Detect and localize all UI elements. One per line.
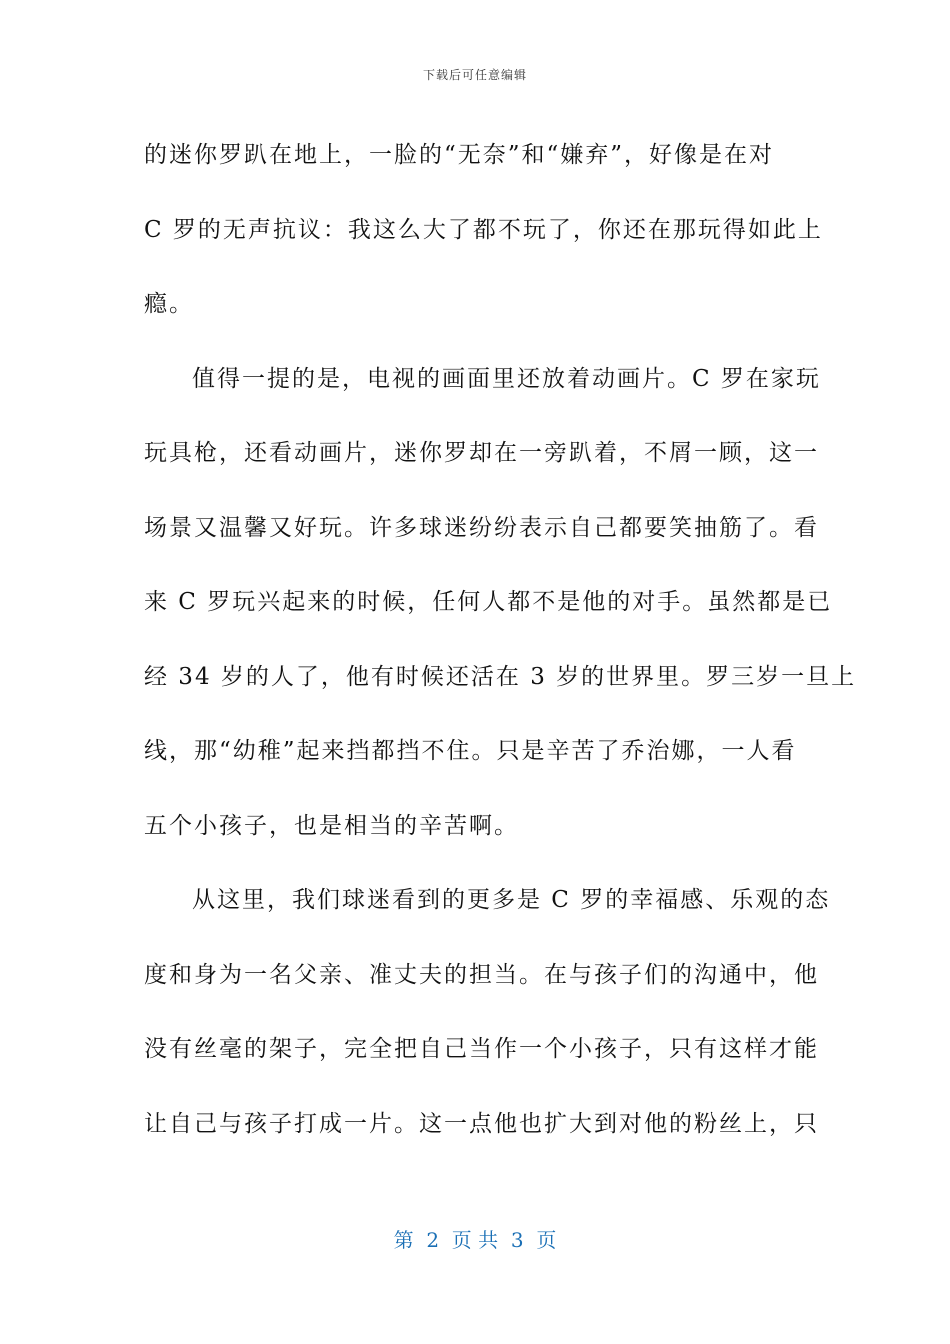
- text-line: 让自己与孩子打成一片。这一点他也扩大到对他的粉丝上，只: [144, 1110, 819, 1137]
- document-body: [144, 118, 857, 1161]
- paragraph-1: [144, 118, 823, 342]
- text-line: 度和身为一名父亲、准丈夫的担当。在与孩子们的沟通中，他: [144, 961, 819, 988]
- page-footer: [0, 1224, 950, 1253]
- text-line: 来 C 罗玩兴起来的时候，任何人都不是他的对手。虽然都是已: [144, 589, 833, 615]
- text-line: C 罗的无声抗议：我这么大了都不玩了，你还在那玩得如此上: [144, 216, 823, 243]
- page-header: 下载后可任意编辑: [422, 68, 527, 82]
- text-line: 经 34 岁的人了，他有时候还活在 3 岁的世界里。罗三岁一旦上: [144, 663, 857, 690]
- paragraph-3: [144, 863, 831, 1161]
- text-line: 五个小孩子，也是相当的辛苦啊。: [144, 812, 519, 839]
- text-line: 瘾。: [144, 291, 194, 317]
- paragraph-2: [144, 342, 857, 864]
- text-line: 值得一提的是，电视的画面里还放着动画片。C 罗在家玩: [192, 365, 821, 392]
- text-line: 线，那“幼稚”起来挡都挡不住。只是辛苦了乔治娜，一人看: [144, 738, 797, 764]
- text-line: 没有丝毫的架子，完全把自己当作一个小孩子，只有这样才能: [144, 1036, 819, 1062]
- page-number: 第 2 页 共 3 页: [393, 1228, 557, 1252]
- text-line: 从这里，我们球迷看到的更多是 C 罗的幸福感、乐观的态: [192, 887, 831, 913]
- text-line: 场景又温馨又好玩。许多球迷纷纷表示自己都要笑抽筋了。看: [144, 514, 819, 541]
- text-line: 玩具枪，还看动画片，迷你罗却在一旁趴着，不屑一顾，这一: [144, 440, 819, 466]
- text-line: 的迷你罗趴在地上，一脸的“无奈”和“嫌弃”，好像是在对: [144, 142, 775, 168]
